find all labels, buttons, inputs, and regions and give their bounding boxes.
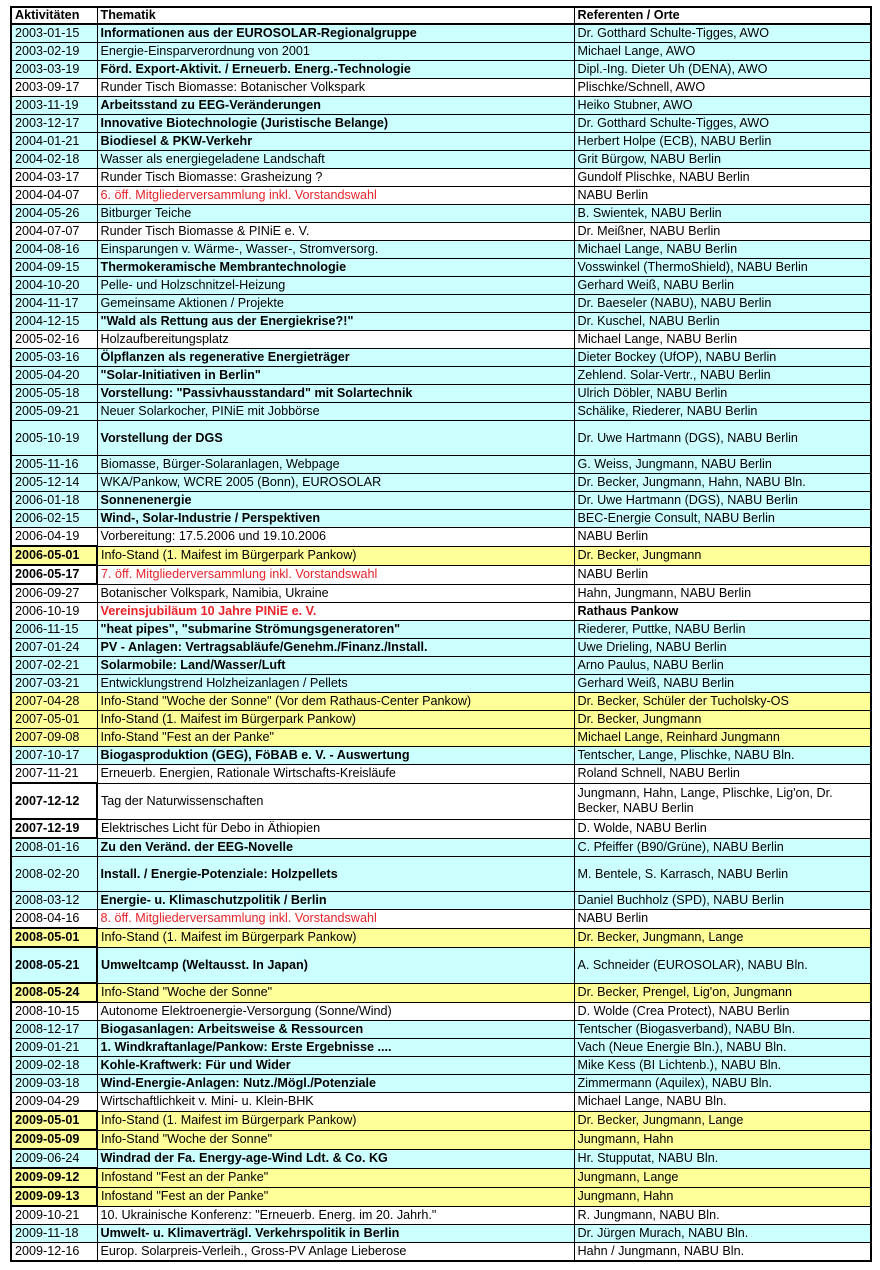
table-row — [11, 546, 871, 565]
table-row — [11, 639, 871, 657]
row-topic: WKA/Pankow, WCRE 2005 (Bonn), EUROSOLAR — [97, 474, 574, 492]
row-date: 2005-12-14 — [11, 474, 97, 492]
row-speakers: Rathaus Pankow — [574, 603, 871, 621]
row-speakers: Dr. Becker, Jungmann — [574, 546, 871, 565]
row-speakers: D. Wolde (Crea Protect), NABU Berlin — [574, 1002, 871, 1021]
table-row — [11, 838, 871, 857]
row-date: 2009-09-13 — [11, 1187, 97, 1206]
row-topic: "Solar-Initiativen in Berlin" — [97, 367, 574, 385]
header-speakers-places: Referenten / Orte — [574, 7, 871, 24]
table-row — [11, 24, 871, 43]
row-date: 2004-08-16 — [11, 241, 97, 259]
row-topic: Infostand "Fest an der Panke" — [97, 1187, 574, 1206]
table-row — [11, 783, 871, 819]
table-row — [11, 765, 871, 784]
table-row — [11, 1021, 871, 1039]
row-topic: Energie- u. Klimaschutzpolitik / Berlin — [97, 892, 574, 910]
row-topic: Info-Stand "Woche der Sonne" — [97, 983, 574, 1002]
row-topic: Energie-Einsparverordnung von 2001 — [97, 43, 574, 61]
row-speakers: Michael Lange, NABU Bln. — [574, 1093, 871, 1112]
row-speakers: Michael Lange, AWO — [574, 43, 871, 61]
table-row — [11, 115, 871, 133]
table-row — [11, 313, 871, 331]
row-topic: Wasser als energiegeladene Landschaft — [97, 151, 574, 169]
row-topic: Wirtschaftlichkeit v. Mini- u. Klein-BHK — [97, 1093, 574, 1112]
row-topic: Biomasse, Bürger-Solaranlagen, Webpage — [97, 456, 574, 474]
row-date: 2003-09-17 — [11, 79, 97, 97]
table-row — [11, 295, 871, 313]
row-date: 2008-05-21 — [11, 947, 97, 983]
row-speakers: Jungmann, Lange — [574, 1168, 871, 1187]
row-date: 2005-03-16 — [11, 349, 97, 367]
row-speakers: Jungmann, Hahn — [574, 1130, 871, 1149]
row-topic: Kohle-Kraftwerk: Für und Wider — [97, 1057, 574, 1075]
row-topic: Infostand "Fest an der Panke" — [97, 1168, 574, 1187]
row-topic: Biodiesel & PKW-Verkehr — [97, 133, 574, 151]
row-date: 2006-05-01 — [11, 546, 97, 565]
row-date: 2004-09-15 — [11, 259, 97, 277]
row-speakers: Gundolf Plischke, NABU Berlin — [574, 169, 871, 187]
row-topic: Tag der Naturwissenschaften — [97, 783, 574, 819]
row-topic: Solarmobile: Land/Wasser/Luft — [97, 657, 574, 675]
row-speakers: Plischke/Schnell, AWO — [574, 79, 871, 97]
row-topic: Förd. Export-Aktivit. / Erneuerb. Energ.-Technologie — [97, 61, 574, 79]
row-date: 2006-04-19 — [11, 528, 97, 547]
row-speakers: BEC-Energie Consult, NABU Berlin — [574, 510, 871, 528]
row-topic: 1. Windkraftanlage/Pankow: Erste Ergebnisse .... — [97, 1039, 574, 1057]
row-topic: Europ. Solarpreis-Verleih., Gross-PV Anlage Lieberose — [97, 1243, 574, 1262]
row-speakers: Dr. Gotthard Schulte-Tigges, AWO — [574, 115, 871, 133]
row-topic: Info-Stand (1. Maifest im Bürgerpark Pankow) — [97, 928, 574, 947]
row-date: 2009-11-18 — [11, 1225, 97, 1243]
row-date: 2009-03-18 — [11, 1075, 97, 1093]
row-topic: "Wald als Rettung aus der Energiekrise?!" — [97, 313, 574, 331]
row-topic: Info-Stand (1. Maifest im Bürgerpark Pankow) — [97, 711, 574, 729]
row-speakers: R. Jungmann, NABU Bln. — [574, 1206, 871, 1225]
row-speakers: Dr. Becker, Jungmann — [574, 711, 871, 729]
table-row — [11, 584, 871, 603]
row-topic: Windrad der Fa. Energy-age-Wind Ldt. & Co. KG — [97, 1149, 574, 1168]
row-speakers: Zehlend. Solar-Vertr., NABU Berlin — [574, 367, 871, 385]
row-topic: Info-Stand (1. Maifest im Bürgerpark Pankow) — [97, 1111, 574, 1130]
row-date: 2007-10-17 — [11, 747, 97, 765]
table-row — [11, 510, 871, 528]
row-speakers: Zimmermann (Aquilex), NABU Bln. — [574, 1075, 871, 1093]
row-date: 2003-02-19 — [11, 43, 97, 61]
row-speakers: Grit Bürgow, NABU Berlin — [574, 151, 871, 169]
row-speakers: Heiko Stubner, AWO — [574, 97, 871, 115]
table-row — [11, 657, 871, 675]
table-row — [11, 133, 871, 151]
row-speakers: Tentscher (Biogasverband), NABU Bln. — [574, 1021, 871, 1039]
table-row — [11, 1225, 871, 1243]
table-row — [11, 79, 871, 97]
table-row — [11, 277, 871, 295]
row-speakers: Hr. Stupputat, NABU Bln. — [574, 1149, 871, 1168]
row-date: 2008-05-01 — [11, 928, 97, 947]
row-topic: Wind-, Solar-Industrie / Perspektiven — [97, 510, 574, 528]
row-date: 2008-02-20 — [11, 857, 97, 892]
row-date: 2009-12-16 — [11, 1243, 97, 1262]
row-topic: Ölpflanzen als regenerative Energieträger — [97, 349, 574, 367]
row-date: 2007-01-24 — [11, 639, 97, 657]
table-row — [11, 892, 871, 910]
row-topic: Runder Tisch Biomasse & PINiE e. V. — [97, 223, 574, 241]
row-speakers: Dieter Bockey (UfOP), NABU Berlin — [574, 349, 871, 367]
row-topic: Elektrisches Licht für Debo in Äthiopien — [97, 819, 574, 838]
row-topic: Bitburger Teiche — [97, 205, 574, 223]
table-row — [11, 43, 871, 61]
row-topic: Runder Tisch Biomasse: Grasheizung ? — [97, 169, 574, 187]
row-date: 2007-11-21 — [11, 765, 97, 784]
row-date: 2004-11-17 — [11, 295, 97, 313]
row-speakers: M. Bentele, S. Karrasch, NABU Berlin — [574, 857, 871, 892]
table-row — [11, 928, 871, 947]
table-row — [11, 1168, 871, 1187]
table-row — [11, 421, 871, 456]
table-row — [11, 1187, 871, 1206]
table-row — [11, 1149, 871, 1168]
row-date: 2005-09-21 — [11, 403, 97, 421]
row-topic: Install. / Energie-Potenziale: Holzpellets — [97, 857, 574, 892]
row-topic: Info-Stand "Woche der Sonne" — [97, 1130, 574, 1149]
row-speakers: Gerhard Weiß, NABU Berlin — [574, 675, 871, 693]
row-speakers: NABU Berlin — [574, 910, 871, 929]
row-date: 2003-11-19 — [11, 97, 97, 115]
table-row — [11, 367, 871, 385]
row-speakers: Dr. Becker, Prengel, Lig'on, Jungmann — [574, 983, 871, 1002]
row-speakers: Michael Lange, NABU Berlin — [574, 241, 871, 259]
row-date: 2008-04-16 — [11, 910, 97, 929]
row-speakers: Dr. Meißner, NABU Berlin — [574, 223, 871, 241]
row-topic: Umweltcamp (Weltausst. In Japan) — [97, 947, 574, 983]
table-row — [11, 603, 871, 621]
table-row — [11, 385, 871, 403]
row-date: 2009-10-21 — [11, 1206, 97, 1225]
row-date: 2009-05-01 — [11, 1111, 97, 1130]
activities-table — [10, 6, 872, 1262]
table-row — [11, 259, 871, 277]
row-speakers: Arno Paulus, NABU Berlin — [574, 657, 871, 675]
row-topic: Biogasproduktion (GEG), FöBAB e. V. - Auswertung — [97, 747, 574, 765]
row-topic: Runder Tisch Biomasse: Botanischer Volkspark — [97, 79, 574, 97]
table-row — [11, 1057, 871, 1075]
table-row — [11, 223, 871, 241]
row-speakers: A. Schneider (EUROSOLAR), NABU Bln. — [574, 947, 871, 983]
row-date: 2006-11-15 — [11, 621, 97, 639]
row-topic: Umwelt- u. Klimaverträgl. Verkehrspolitik in Berlin — [97, 1225, 574, 1243]
row-speakers: Dipl.-Ing. Dieter Uh (DENA), AWO — [574, 61, 871, 79]
row-date: 2009-09-12 — [11, 1168, 97, 1187]
row-date: 2004-03-17 — [11, 169, 97, 187]
row-date: 2006-01-18 — [11, 492, 97, 510]
row-topic: Info-Stand "Fest an der Panke" — [97, 729, 574, 747]
row-speakers: Dr. Becker, Jungmann, Lange — [574, 928, 871, 947]
table-row — [11, 947, 871, 983]
table-row — [11, 1243, 871, 1262]
table-row — [11, 1093, 871, 1112]
table-row — [11, 711, 871, 729]
row-topic: Info-Stand (1. Maifest im Bürgerpark Pankow) — [97, 546, 574, 565]
row-date: 2005-04-20 — [11, 367, 97, 385]
row-topic: Vereinsjubiläum 10 Jahre PINiE e. V. — [97, 603, 574, 621]
row-speakers: B. Swientek, NABU Berlin — [574, 205, 871, 223]
row-date: 2004-01-21 — [11, 133, 97, 151]
row-speakers: NABU Berlin — [574, 187, 871, 205]
row-speakers: Michael Lange, NABU Berlin — [574, 331, 871, 349]
row-date: 2005-05-18 — [11, 385, 97, 403]
row-date: 2004-10-20 — [11, 277, 97, 295]
row-speakers: Hahn / Jungmann, NABU Bln. — [574, 1243, 871, 1262]
row-speakers: Hahn, Jungmann, NABU Berlin — [574, 584, 871, 603]
row-date: 2007-09-08 — [11, 729, 97, 747]
row-speakers: G. Weiss, Jungmann, NABU Berlin — [574, 456, 871, 474]
table-row — [11, 169, 871, 187]
row-date: 2009-06-24 — [11, 1149, 97, 1168]
row-date: 2004-02-18 — [11, 151, 97, 169]
table-row — [11, 1075, 871, 1093]
row-speakers: Riederer, Puttke, NABU Berlin — [574, 621, 871, 639]
row-date: 2003-03-19 — [11, 61, 97, 79]
row-speakers: Dr. Becker, Jungmann, Hahn, NABU Bln. — [574, 474, 871, 492]
table-row — [11, 456, 871, 474]
header-topic: Thematik — [97, 7, 574, 24]
row-speakers: Mike Kess (BI Lichtenb.), NABU Bln. — [574, 1057, 871, 1075]
row-speakers: Tentscher, Lange, Plischke, NABU Bln. — [574, 747, 871, 765]
row-topic: Entwicklungstrend Holzheizanlagen / Pellets — [97, 675, 574, 693]
row-topic: Vorbereitung: 17.5.2006 und 19.10.2006 — [97, 528, 574, 547]
table-row — [11, 474, 871, 492]
table-row — [11, 693, 871, 711]
table-row — [11, 565, 871, 584]
row-speakers: Dr. Baeseler (NABU), NABU Berlin — [574, 295, 871, 313]
row-date: 2005-10-19 — [11, 421, 97, 456]
row-date: 2008-03-12 — [11, 892, 97, 910]
row-date: 2003-12-17 — [11, 115, 97, 133]
table-row — [11, 61, 871, 79]
row-topic: Autonome Elektroenergie-Versorgung (Sonne/Wind) — [97, 1002, 574, 1021]
row-speakers: Uwe Drieling, NABU Berlin — [574, 639, 871, 657]
row-speakers: Dr. Becker, Jungmann, Lange — [574, 1111, 871, 1130]
row-speakers: Dr. Becker, Schüler der Tucholsky-OS — [574, 693, 871, 711]
row-speakers: NABU Berlin — [574, 565, 871, 584]
row-topic: Vorstellung: "Passivhausstandard" mit Solartechnik — [97, 385, 574, 403]
row-topic: Innovative Biotechnologie (Juristische Belange) — [97, 115, 574, 133]
table-row — [11, 97, 871, 115]
table-row — [11, 857, 871, 892]
row-speakers: Roland Schnell, NABU Berlin — [574, 765, 871, 784]
row-date: 2007-05-01 — [11, 711, 97, 729]
row-date: 2006-05-17 — [11, 565, 97, 584]
row-topic: 8. öff. Mitgliederversammlung inkl. Vorstandswahl — [97, 910, 574, 929]
table-row — [11, 910, 871, 929]
table-row — [11, 729, 871, 747]
row-speakers: Dr. Kuschel, NABU Berlin — [574, 313, 871, 331]
row-speakers: Vosswinkel (ThermoShield), NABU Berlin — [574, 259, 871, 277]
row-speakers: Michael Lange, Reinhard Jungmann — [574, 729, 871, 747]
row-date: 2007-12-19 — [11, 819, 97, 838]
table-row — [11, 151, 871, 169]
table-row — [11, 675, 871, 693]
row-topic: Gemeinsame Aktionen / Projekte — [97, 295, 574, 313]
row-date: 2008-01-16 — [11, 838, 97, 857]
row-date: 2003-01-15 — [11, 24, 97, 43]
row-topic: Wind-Energie-Anlagen: Nutz./Mögl./Potenziale — [97, 1075, 574, 1093]
row-date: 2005-11-16 — [11, 456, 97, 474]
row-speakers: Dr. Uwe Hartmann (DGS), NABU Berlin — [574, 492, 871, 510]
table-row — [11, 528, 871, 547]
row-topic: PV - Anlagen: Vertragsabläufe/Genehm./Finanz./Install. — [97, 639, 574, 657]
row-topic: 6. öff. Mitgliederversammlung inkl. Vorstandswahl — [97, 187, 574, 205]
row-speakers: Herbert Holpe (ECB), NABU Berlin — [574, 133, 871, 151]
table-row — [11, 1111, 871, 1130]
row-speakers: C. Pfeiffer (B90/Grüne), NABU Berlin — [574, 838, 871, 857]
table-row — [11, 1206, 871, 1225]
row-date: 2004-05-26 — [11, 205, 97, 223]
row-date: 2006-10-19 — [11, 603, 97, 621]
row-topic: Thermokeramische Membrantechnologie — [97, 259, 574, 277]
table-row — [11, 349, 871, 367]
row-speakers: Schälike, Riederer, NABU Berlin — [574, 403, 871, 421]
row-speakers: Daniel Buchholz (SPD), NABU Berlin — [574, 892, 871, 910]
table-row — [11, 492, 871, 510]
row-topic: Vorstellung der DGS — [97, 421, 574, 456]
row-date: 2004-04-07 — [11, 187, 97, 205]
row-topic: Zu den Veränd. der EEG-Novelle — [97, 838, 574, 857]
table-body — [11, 24, 871, 1261]
row-topic: "heat pipes", "submarine Strömungsgeneratoren" — [97, 621, 574, 639]
row-date: 2005-02-16 — [11, 331, 97, 349]
table-row — [11, 205, 871, 223]
header-activities: Aktivitäten — [11, 7, 97, 24]
row-topic: Botanischer Volkspark, Namibia, Ukraine — [97, 584, 574, 603]
row-speakers: Dr. Jürgen Murach, NABU Bln. — [574, 1225, 871, 1243]
table-row — [11, 621, 871, 639]
row-topic: Pelle- und Holzschnitzel-Heizung — [97, 277, 574, 295]
row-date: 2004-07-07 — [11, 223, 97, 241]
row-date: 2008-12-17 — [11, 1021, 97, 1039]
row-topic: 10. Ukrainische Konferenz: "Erneuerb. Energ. im 20. Jahrh." — [97, 1206, 574, 1225]
table-row — [11, 403, 871, 421]
row-topic: Info-Stand "Woche der Sonne" (Vor dem Rathaus-Center Pankow) — [97, 693, 574, 711]
row-date: 2008-05-24 — [11, 983, 97, 1002]
table-header-row — [11, 7, 871, 24]
row-date: 2007-12-12 — [11, 783, 97, 819]
row-topic: Holzaufbereitungsplatz — [97, 331, 574, 349]
row-date: 2007-03-21 — [11, 675, 97, 693]
row-topic: 7. öff. Mitgliederversammlung inkl. Vorstandswahl — [97, 565, 574, 584]
row-topic: Einsparungen v. Wärme-, Wasser-, Stromversorg. — [97, 241, 574, 259]
row-speakers: Ulrich Döbler, NABU Berlin — [574, 385, 871, 403]
row-date: 2008-10-15 — [11, 1002, 97, 1021]
row-date: 2009-01-21 — [11, 1039, 97, 1057]
row-topic: Neuer Solarkocher, PINiE mit Jobbörse — [97, 403, 574, 421]
row-speakers: Jungmann, Hahn — [574, 1187, 871, 1206]
row-date: 2004-12-15 — [11, 313, 97, 331]
row-topic: Biogasanlagen: Arbeitsweise & Ressourcen — [97, 1021, 574, 1039]
row-date: 2007-02-21 — [11, 657, 97, 675]
table-row — [11, 1039, 871, 1057]
row-date: 2006-09-27 — [11, 584, 97, 603]
row-topic: Arbeitsstand zu EEG-Veränderungen — [97, 97, 574, 115]
row-date: 2009-04-29 — [11, 1093, 97, 1112]
row-speakers: Dr. Uwe Hartmann (DGS), NABU Berlin — [574, 421, 871, 456]
table-row — [11, 819, 871, 838]
table-row — [11, 747, 871, 765]
row-date: 2007-04-28 — [11, 693, 97, 711]
table-row — [11, 1002, 871, 1021]
table-row — [11, 331, 871, 349]
row-topic: Informationen aus der EUROSOLAR-Regionalgruppe — [97, 24, 574, 43]
row-speakers: Gerhard Weiß, NABU Berlin — [574, 277, 871, 295]
row-speakers: NABU Berlin — [574, 528, 871, 547]
row-speakers: Dr. Gotthard Schulte-Tigges, AWO — [574, 24, 871, 43]
row-topic: Erneuerb. Energien, Rationale Wirtschafts-Kreisläufe — [97, 765, 574, 784]
row-date: 2006-02-15 — [11, 510, 97, 528]
table-row — [11, 241, 871, 259]
table-row — [11, 983, 871, 1002]
table-row — [11, 1130, 871, 1149]
row-speakers: Vach (Neue Energie Bln.), NABU Bln. — [574, 1039, 871, 1057]
row-speakers: D. Wolde, NABU Berlin — [574, 819, 871, 838]
table-row — [11, 187, 871, 205]
row-date: 2009-02-18 — [11, 1057, 97, 1075]
row-date: 2009-05-09 — [11, 1130, 97, 1149]
row-speakers: Jungmann, Hahn, Lange, Plischke, Lig'on, Dr. Becker, NABU Berlin — [574, 783, 871, 819]
row-topic: Sonnenenergie — [97, 492, 574, 510]
